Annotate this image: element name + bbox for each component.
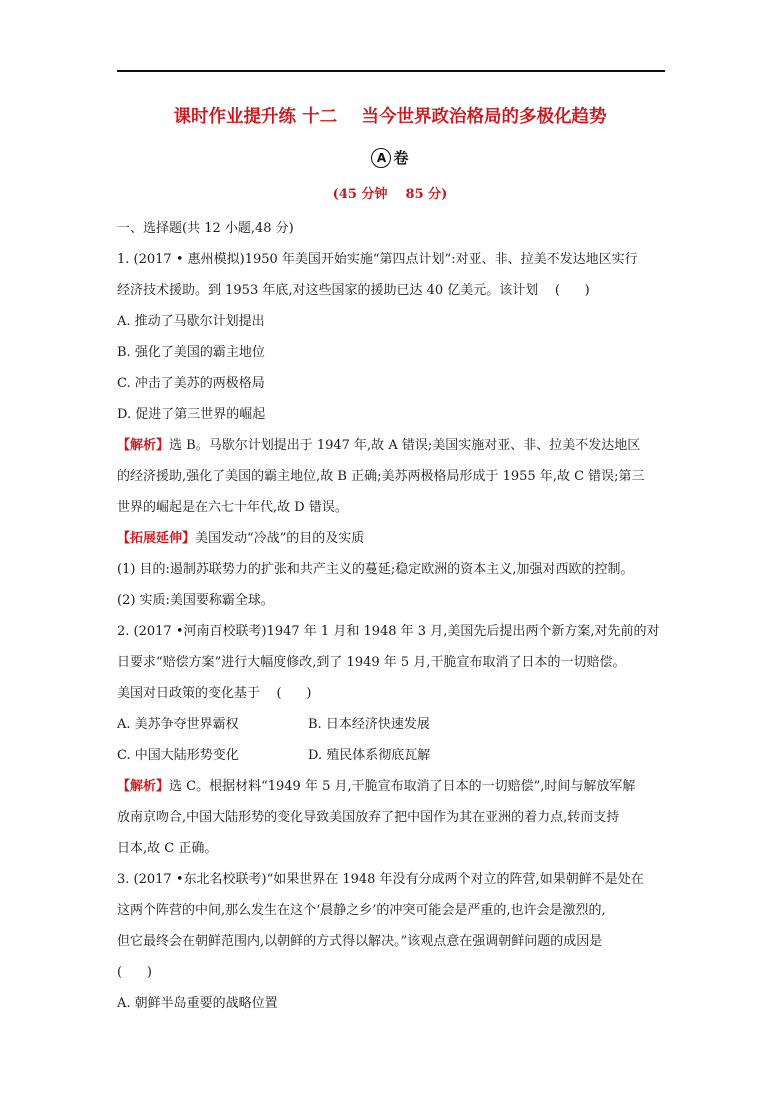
analysis-tag: 【解析】	[117, 438, 170, 453]
q2-options-row-1	[117, 709, 667, 740]
q2-options-row-2	[117, 740, 667, 771]
q2-analysis-line-1	[117, 771, 667, 802]
q3-stem-line-2: 这两个阵营的中间,那么发生在这个‘晨静之乡’的冲突可能会是严重的,也许会是激烈的,	[117, 903, 606, 918]
q2-option-b: B. 日本经济快速发展	[308, 717, 430, 732]
q1-extension-heading	[117, 523, 667, 554]
analysis-tag: 【解析】	[117, 779, 170, 794]
volume-circle-letter: A	[371, 148, 391, 168]
q1-analysis-line-2: 的经济援助,强化了美国的霸主地位,故 B 正确;美苏两极格局形成于 1955 年,故 C 错误;第三	[117, 469, 645, 484]
q2-option-c: C. 中国大陆形势变化	[117, 748, 239, 763]
q1-analysis-line-1	[117, 430, 667, 461]
q1-analysis-text-1: 选 B。马歇尔计划提出于 1947 年,故 A 错误;美国实施对亚、非、拉美不发达地区	[169, 438, 641, 453]
q3-stem-line-4: ( )	[117, 965, 152, 980]
q1-extension-line-1: (1) 目的:遏制苏联势力的扩张和共产主义的蔓延;稳定欧洲的资本主义,加强对西欧的控制。	[117, 562, 634, 577]
q1-option-b: B. 强化了美国的霸主地位	[117, 345, 265, 360]
q1-option-c: C. 冲击了美苏的两极格局	[117, 376, 265, 391]
q1-stem-line-2: 经济技术援助。到 1953 年底,对这些国家的援助已达 40 亿美元。该计划 ( )	[117, 283, 590, 298]
q2-stem-line-3: 美国对日政策的变化基于 ( )	[117, 686, 312, 701]
q2-stem-line-1: 2. (2017 •河南百校联考)1947 年 1 月和 1948 年 3 月,美国先后提出两个新方案,对先前的对	[117, 624, 660, 639]
q1-option-d: D. 促进了第三世界的崛起	[117, 407, 266, 422]
q2-analysis-line-2: 放南京吻合,中国大陆形势的变化导致美国放弃了把中国作为其在亚洲的着力点,转而支持	[117, 810, 620, 825]
volume-text: 卷	[393, 149, 409, 167]
q1-stem-line-1: 1. (2017 • 惠州模拟)1950 年美国开始实施“第四点计划”:对亚、非、拉美不发达地区实行	[117, 252, 638, 267]
q1-extension-title: 美国发动“冷战”的目的及实质	[195, 531, 365, 546]
volume-label	[0, 147, 780, 168]
q2-stem-line-2: 日要求“赔偿方案”进行大幅度修改,到了 1949 年 5 月,干脆宣布取消了日本的一切赔偿。	[117, 655, 626, 670]
document-body	[117, 213, 667, 1019]
q3-stem-line-1: 3. (2017 •东北名校联考)“如果世界在 1948 年没有分成两个对立的阵营,如果朝鲜不是处在	[117, 872, 644, 887]
section-heading: 一、选择题(共 12 小题,48 分)	[117, 221, 294, 236]
page-title: 课时作业提升练 十二 当今世界政治格局的多极化趋势	[173, 107, 607, 127]
q2-analysis-text-1: 选 C。根据材料“1949 年 5 月,干脆宣布取消了日本的一切赔偿”,时间与解放军解	[169, 779, 636, 794]
header-rule	[117, 70, 665, 72]
q1-option-a: A. 推动了马歇尔计划提出	[117, 314, 265, 329]
q3-stem-line-3: 但它最终会在朝鲜范围内,以朝鲜的方式得以解决。”该观点意在强调朝鲜问题的成因是	[117, 934, 603, 949]
q2-option-a: A. 美苏争夺世界霸权	[117, 717, 239, 732]
q1-extension-line-2: (2) 实质:美国要称霸全球。	[117, 593, 274, 608]
q3-option-a: A. 朝鲜半岛重要的战略位置	[117, 996, 278, 1011]
time-score-label: (45 分钟 85 分)	[332, 187, 448, 202]
q1-analysis-line-3: 世界的崛起是在六七十年代,故 D 错误。	[117, 500, 348, 515]
q2-analysis-line-3: 日本,故 C 正确。	[117, 841, 218, 856]
q2-option-d: D. 殖民体系彻底瓦解	[308, 748, 431, 763]
extension-tag: 【拓展延伸】	[117, 531, 196, 546]
